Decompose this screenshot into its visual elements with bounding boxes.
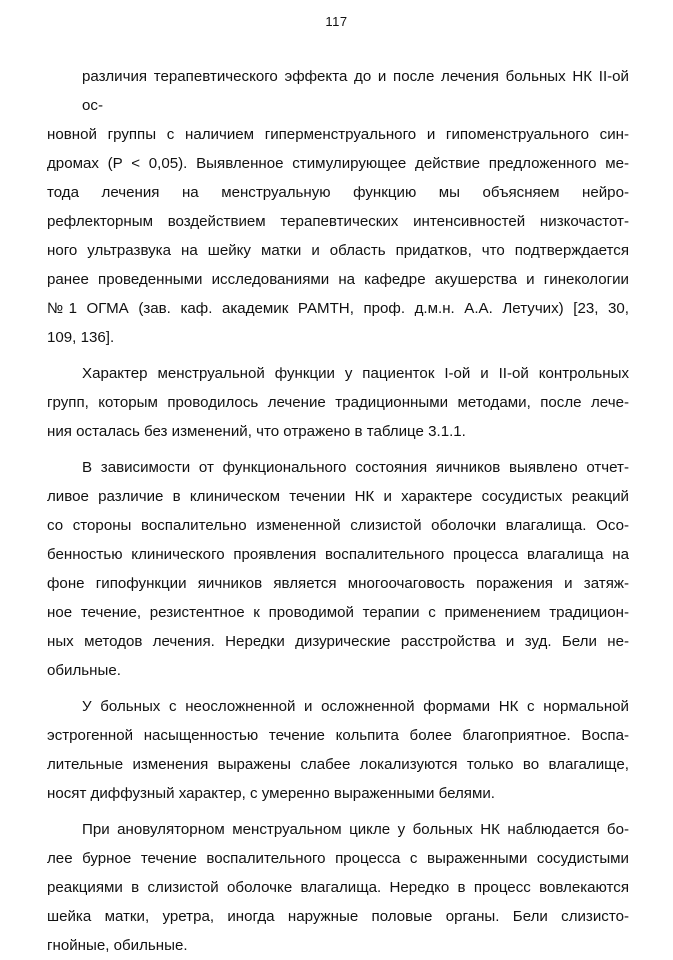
text-line: реакциями в слизистой оболочке влагалища. Нередко в процесс вовлекаются <box>47 879 629 896</box>
text-line: лее бурное течение воспалительного процесса с выраженными сосудистыми <box>47 850 629 867</box>
text-line: лительные изменения выражены слабее локализуются только во влагалище, <box>47 756 629 773</box>
text-line: ных методов лечения. Нередки дизурические расстройства и зуд. Бели не- <box>47 633 629 650</box>
text-line: рефлекторным воздействием терапевтических интенсивностей низкочастот- <box>47 213 629 230</box>
text-line: ния осталась без изменений, что отражено в таблице 3.1.1. <box>47 423 466 440</box>
text-line: тода лечения на менструальную функцию мы объясняем нейро- <box>47 184 629 201</box>
paragraph <box>47 815 629 960</box>
page-number: 117 <box>325 14 348 29</box>
text-line: шейка матки, уретра, иногда наружные половые органы. Бели слизисто- <box>47 908 629 925</box>
paragraph <box>47 62 629 352</box>
text-line: У больных с неосложненной и осложненной формами НК с нормальной <box>82 698 629 715</box>
text-line: Характер менструальной функции у пациенток I-ой и II-ой контрольных <box>82 365 629 382</box>
text-line: обильные. <box>47 662 121 679</box>
text-line: со стороны воспалительно измененной слизистой оболочки влагалища. Осо- <box>47 517 629 534</box>
text-line: ного ультразвука на шейку матки и область придатков, что подтверждается <box>47 242 629 259</box>
document-body <box>47 62 629 960</box>
text-line: носят диффузный характер, с умеренно выраженными белями. <box>47 785 495 802</box>
paragraph <box>47 359 629 446</box>
text-line: бенностью клинического проявления воспалительного процесса влагалища на <box>47 546 629 563</box>
text-line: эстрогенной насыщенностью течение кольпита более благоприятное. Воспа- <box>47 727 629 744</box>
paragraph <box>47 692 629 808</box>
text-line: №1 ОГМА (зав. каф. академик РАМТН, проф. д.м.н. А.А. Летучих) [23, 30, <box>47 300 629 317</box>
text-line: ливое различие в клиническом течении НК и характере сосудистых реакций <box>47 488 629 505</box>
paragraph <box>47 453 629 685</box>
text-line: групп, которым проводилось лечение традиционными методами, после лече- <box>47 394 629 411</box>
text-line: гнойные, обильные. <box>47 937 188 954</box>
text-line: новной группы с наличием гиперменструального и гипоменструального син- <box>47 126 629 143</box>
text-line: ранее проведенными исследованиями на кафедре акушерства и гинекологии <box>47 271 629 288</box>
text-line: дромах (P < 0,05). Выявленное стимулирующее действие предложенного ме- <box>47 155 629 172</box>
text-line: При ановуляторном менструальном цикле у больных НК наблюдается бо- <box>82 821 629 838</box>
text-line: ное течение, резистентное к проводимой терапии с применением традицион- <box>47 604 629 621</box>
text-line: фоне гипофункции яичников является многоочаговость поражения и затяж- <box>47 575 629 592</box>
text-line: 109, 136]. <box>47 329 115 346</box>
text-line: различия терапевтического эффекта до и после лечения больных НК II-ой ос- <box>82 68 629 114</box>
text-line: В зависимости от функционального состояния яичников выявлено отчет- <box>82 459 629 476</box>
